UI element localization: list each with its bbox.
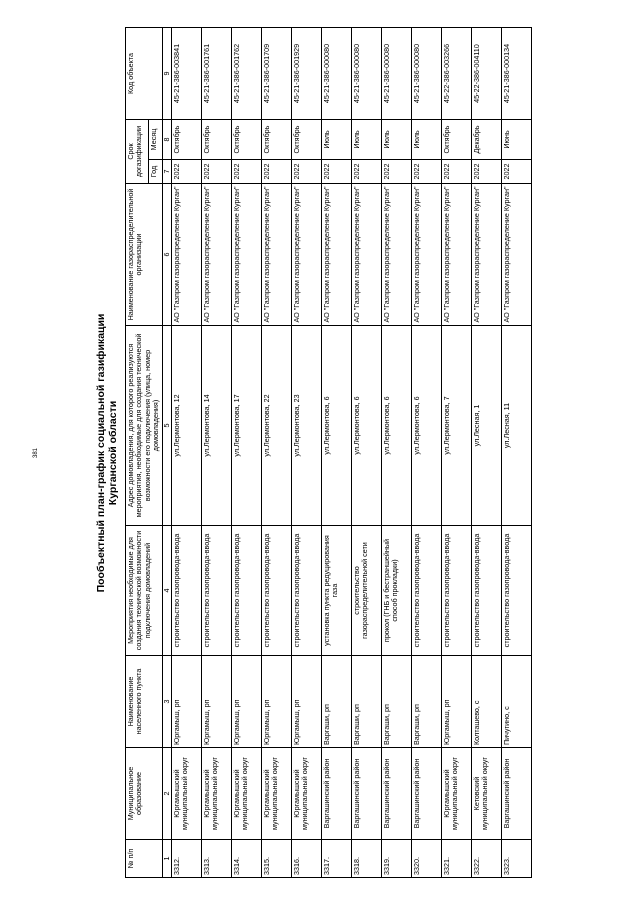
address-cell: ул.Лермонтова, 7 — [441, 326, 471, 526]
month-cell: Июнь — [501, 120, 531, 160]
table-row — [411, 28, 441, 878]
row-number: 3321. — [441, 840, 471, 878]
measures-cell: строительство газопровода-ввода — [411, 526, 441, 656]
month-cell: Декабрь — [471, 120, 501, 160]
column-number: 8 — [162, 120, 171, 160]
month-cell: Октябрь — [231, 120, 261, 160]
code-cell: 45-22-386-004110 — [471, 28, 501, 120]
measures-cell: строительство газопровода-ввода — [201, 526, 231, 656]
measures-cell: установка пункта редуцирования газа — [321, 526, 351, 656]
header-org: Наименование газораспределительной организации — [126, 184, 163, 326]
settlement-cell: Варгаши, рп — [411, 656, 441, 748]
address-cell: ул.Лесная, 1 — [471, 326, 501, 526]
title-line-1: Пообъектный план-график социальной газификации — [95, 313, 107, 593]
measures-cell: строительство газопровода-ввода — [261, 526, 291, 656]
row-number: 3315. — [261, 840, 291, 878]
measures-cell: прокол (ГНБ и бестраншейный способ прокладки) — [381, 526, 411, 656]
column-number: 5 — [162, 326, 171, 526]
org-cell: АО "Газпром газораспределение Курган" — [351, 184, 381, 326]
municipal-cell: Юргамышский муниципальный округ — [171, 748, 201, 840]
year-cell: 2022 — [231, 160, 261, 184]
header-year: Год — [149, 160, 162, 184]
table-row — [201, 28, 231, 878]
title-line-2: Курганской области — [107, 400, 119, 506]
code-cell: 45-21-386-001709 — [261, 28, 291, 120]
row-number: 3319. — [381, 840, 411, 878]
settlement-cell: Пичугино, с — [501, 656, 531, 748]
settlement-cell: Варгаши, рп — [321, 656, 351, 748]
org-cell: АО "Газпром газораспределение Курган" — [471, 184, 501, 326]
address-cell: ул.Лермонтова, 6 — [411, 326, 441, 526]
year-cell: 2022 — [261, 160, 291, 184]
table-row — [351, 28, 381, 878]
municipal-cell: Варгашинский район — [381, 748, 411, 840]
year-cell: 2022 — [321, 160, 351, 184]
year-cell: 2022 — [351, 160, 381, 184]
municipal-cell: Юргамышский муниципальный округ — [201, 748, 231, 840]
month-cell: Октябрь — [171, 120, 201, 160]
header-term: Срок догазификации — [126, 120, 149, 184]
code-cell: 45-21-386-001929 — [291, 28, 321, 120]
org-cell: АО "Газпром газораспределение Курган" — [231, 184, 261, 326]
header-settlement: Наименование населенного пункта — [126, 656, 163, 748]
column-number: 1 — [162, 840, 171, 878]
table-row — [231, 28, 261, 878]
row-number: 3322. — [471, 840, 501, 878]
gasification-table — [125, 27, 532, 878]
municipal-cell: Варгашинский район — [501, 748, 531, 840]
address-cell: ул.Лермонтова, 14 — [201, 326, 231, 526]
code-cell: 45-21-386-000080 — [351, 28, 381, 120]
month-cell: Июль — [351, 120, 381, 160]
header-address: Адрес домовладения, для которого реализуются мероприятия, необходимые для создания технической возможности его подключения (улица, номер домовладения) — [126, 326, 163, 526]
table-row — [171, 28, 201, 878]
rotated-page — [33, 28, 607, 878]
year-cell: 2022 — [441, 160, 471, 184]
settlement-cell: Юргамыш, рп — [231, 656, 261, 748]
municipal-cell: Варгашинский район — [411, 748, 441, 840]
municipal-cell: Юргамышский муниципальный округ — [291, 748, 321, 840]
header-n: № п/п — [126, 840, 163, 878]
code-cell: 45-21-386-000134 — [501, 28, 531, 120]
table-row — [381, 28, 411, 878]
column-number: 2 — [162, 748, 171, 840]
column-number-row — [162, 28, 171, 878]
year-cell: 2022 — [171, 160, 201, 184]
table-row — [441, 28, 471, 878]
org-cell: АО "Газпром газораспределение Курган" — [321, 184, 351, 326]
org-cell: АО "Газпром газораспределение Курган" — [411, 184, 441, 326]
row-number: 3314. — [231, 840, 261, 878]
year-cell: 2022 — [501, 160, 531, 184]
month-cell: Октябрь — [441, 120, 471, 160]
month-cell: Октябрь — [291, 120, 321, 160]
month-cell: Октябрь — [201, 120, 231, 160]
code-cell: 45-21-386-000080 — [321, 28, 351, 120]
header-measures: Мероприятия необходимые для создания технической возможности подключения домовладений — [126, 526, 163, 656]
settlement-cell: Юргамыш, рп — [441, 656, 471, 748]
measures-cell: строительство газопровода-ввода — [291, 526, 321, 656]
municipal-cell: Варгашинский район — [321, 748, 351, 840]
month-cell: Июль — [321, 120, 351, 160]
table-row — [471, 28, 501, 878]
table-body — [171, 28, 531, 878]
row-number: 3320. — [411, 840, 441, 878]
row-number: 3313. — [201, 840, 231, 878]
page-number: 381 — [33, 448, 39, 459]
table-row — [321, 28, 351, 878]
address-cell: ул.Лесная, 11 — [501, 326, 531, 526]
measures-cell: строительство газораспределительной сети — [351, 526, 381, 656]
code-cell: 45-22-386-003266 — [441, 28, 471, 120]
municipal-cell: Юргамышский муниципальный округ — [231, 748, 261, 840]
measures-cell: строительство газопровода-ввода — [471, 526, 501, 656]
address-cell: ул.Лермонтова, 6 — [381, 326, 411, 526]
address-cell: ул.Лермонтова, 12 — [171, 326, 201, 526]
code-cell: 45-21-386-003841 — [171, 28, 201, 120]
measures-cell: строительство газопровода-ввода — [231, 526, 261, 656]
column-number: 3 — [162, 656, 171, 748]
measures-cell: строительство газопровода-ввода — [171, 526, 201, 656]
year-cell: 2022 — [381, 160, 411, 184]
municipal-cell: Кетовский муниципальный округ — [471, 748, 501, 840]
settlement-cell: Юргамыш, рп — [291, 656, 321, 748]
settlement-cell: Колташево, с — [471, 656, 501, 748]
month-cell: Октябрь — [261, 120, 291, 160]
header-code: Код объекта — [126, 28, 163, 120]
row-number: 3312. — [171, 840, 201, 878]
municipal-cell: Юргамышский муниципальный округ — [441, 748, 471, 840]
column-number: 4 — [162, 526, 171, 656]
municipal-cell: Варгашинский район — [351, 748, 381, 840]
year-cell: 2022 — [471, 160, 501, 184]
code-cell: 45-21-386-001761 — [201, 28, 231, 120]
address-cell: ул.Лермонтова, 23 — [291, 326, 321, 526]
address-cell: ул.Лермонтова, 22 — [261, 326, 291, 526]
org-cell: АО "Газпром газораспределение Курган" — [171, 184, 201, 326]
year-cell: 2022 — [291, 160, 321, 184]
column-number: 9 — [162, 28, 171, 120]
org-cell: АО "Газпром газораспределение Курган" — [381, 184, 411, 326]
table-row — [501, 28, 531, 878]
header-municipal: Муниципальное образование — [126, 748, 163, 840]
month-cell: Июль — [411, 120, 441, 160]
org-cell: АО "Газпром газораспределение Курган" — [291, 184, 321, 326]
org-cell: АО "Газпром газораспределение Курган" — [201, 184, 231, 326]
column-number: 6 — [162, 184, 171, 326]
municipal-cell: Юргамышский муниципальный округ — [261, 748, 291, 840]
settlement-cell: Варгаши, рп — [351, 656, 381, 748]
measures-cell: строительство газопровода-ввода — [441, 526, 471, 656]
settlement-cell: Юргамыш, рп — [171, 656, 201, 748]
address-cell: ул.Лермонтова, 6 — [321, 326, 351, 526]
table-row — [291, 28, 321, 878]
row-number: 3323. — [501, 840, 531, 878]
settlement-cell: Юргамыш, рп — [201, 656, 231, 748]
address-cell: ул.Лермонтова, 17 — [231, 326, 261, 526]
month-cell: Июль — [381, 120, 411, 160]
row-number: 3318. — [351, 840, 381, 878]
org-cell: АО "Газпром газораспределение Курган" — [441, 184, 471, 326]
settlement-cell: Юргамыш, рп — [261, 656, 291, 748]
header-month: Месяц — [149, 120, 162, 160]
code-cell: 45-21-386-001762 — [231, 28, 261, 120]
org-cell: АО "Газпром газораспределение Курган" — [501, 184, 531, 326]
page-title — [95, 28, 119, 878]
measures-cell: строительство газопровода-ввода — [501, 526, 531, 656]
year-cell: 2022 — [201, 160, 231, 184]
code-cell: 45-21-386-000080 — [381, 28, 411, 120]
year-cell: 2022 — [411, 160, 441, 184]
table-row — [261, 28, 291, 878]
row-number: 3317. — [321, 840, 351, 878]
settlement-cell: Варгаши, рп — [381, 656, 411, 748]
org-cell: АО "Газпром газораспределение Курган" — [261, 184, 291, 326]
column-number: 7 — [162, 160, 171, 184]
address-cell: ул.Лермонтова, 6 — [351, 326, 381, 526]
code-cell: 45-21-386-000080 — [411, 28, 441, 120]
row-number: 3316. — [291, 840, 321, 878]
